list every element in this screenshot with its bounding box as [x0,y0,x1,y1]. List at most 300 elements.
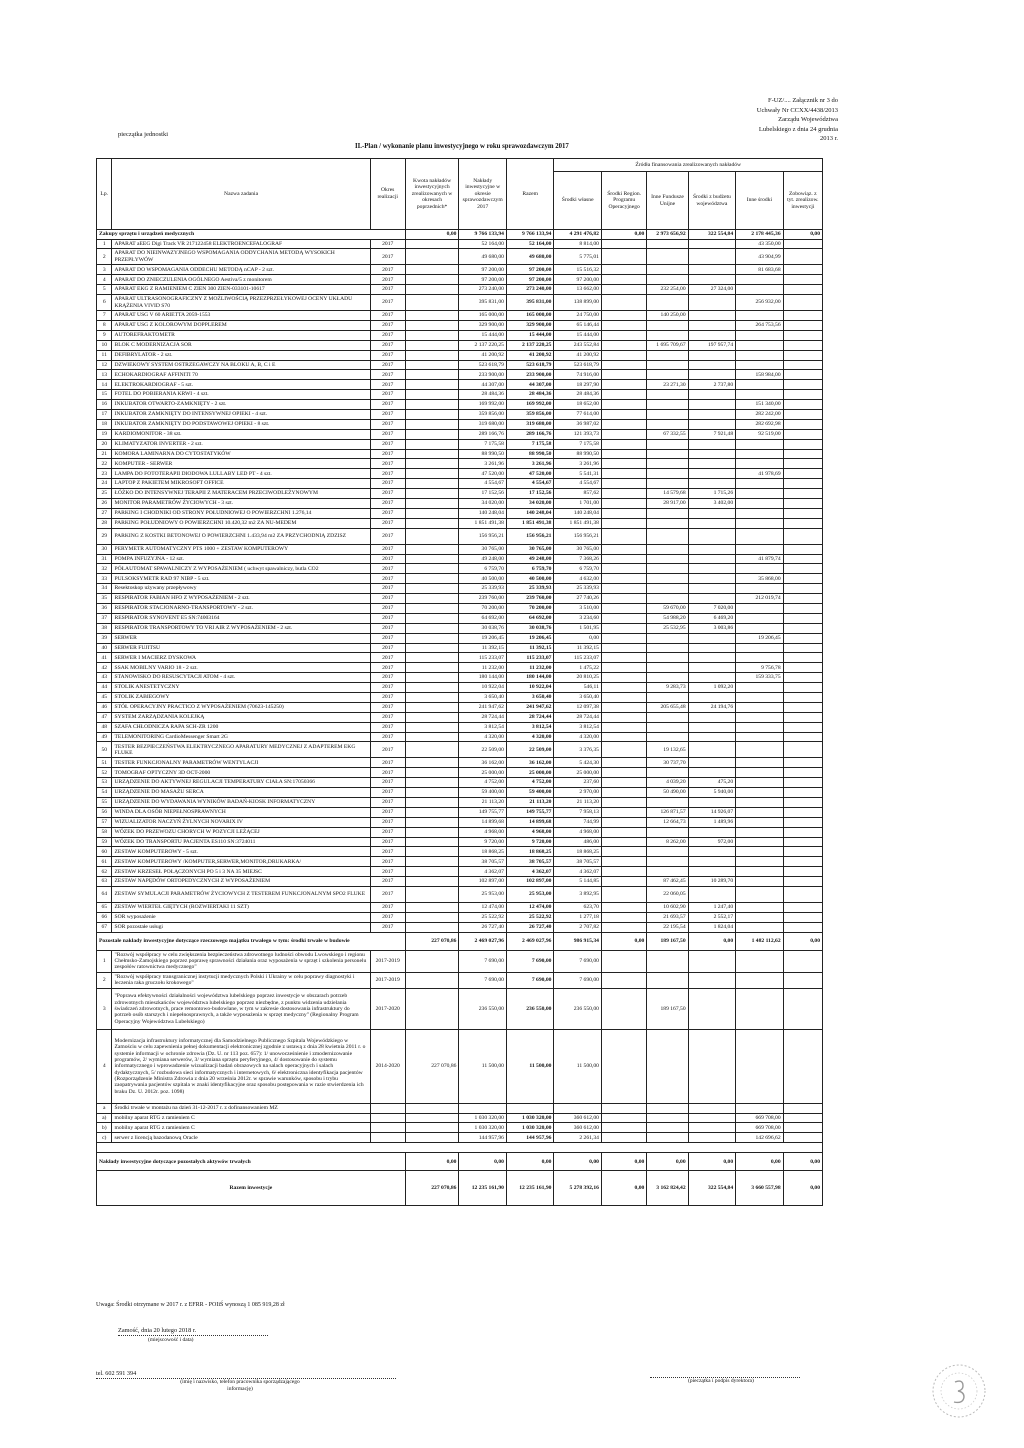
amount-cell: 744,99 [554,817,602,827]
task-name: mobilny aparat RTG z ramieniem C [112,1123,370,1133]
amount-cell [736,340,784,350]
amount-cell [647,643,688,653]
amount-cell [783,518,822,528]
amount-cell [405,498,459,508]
amount-cell [405,972,459,988]
amount-cell: 12 474,00 [459,903,507,913]
amount-cell [783,623,822,633]
amount-cell: 70 200,00 [459,604,507,614]
place-date-caption: (miejscowość i data) [148,1337,194,1343]
period-cell: 2014-2020 [370,1030,405,1103]
amount-cell: 523 618,79 [506,360,554,370]
amount-cell [783,285,822,295]
row-number: 46 [97,702,112,712]
amount-cell: 30 765,00 [459,544,507,554]
task-name: ZESTAW NAPĘDÓW ORTOPEDYCZNYCH Z WYPOSAŻENIEM [112,877,370,887]
amount-cell: 97 200,00 [554,275,602,285]
amount-cell: 1 030 320,00 [506,1123,554,1133]
amount-cell: 236 550,00 [506,988,554,1029]
amount-cell [601,239,646,249]
amount-cell [783,429,822,439]
amount-cell [736,653,784,663]
amount-cell: 20 810,25 [554,673,602,683]
amount-cell [601,950,646,972]
amount-cell [736,360,784,370]
amount-cell: 3 003,86 [688,623,736,633]
equipment-row [97,827,823,837]
amount-cell [688,295,736,311]
amount-cell [405,742,459,758]
amount-cell: 27 324,00 [688,285,736,295]
amount-cell: 49 248,00 [459,554,507,564]
amount-cell: 126 871,57 [647,807,688,817]
period-cell: 2017 [370,604,405,614]
amount-cell [647,950,688,972]
task-name: ZESTAW WIERTEŁ GIĘTYCH (ROZWIERTAKI 11 SZT) [112,903,370,913]
amount-cell: 159 333,75 [736,673,784,683]
row-number: 48 [97,722,112,732]
amount-cell: 38 705,57 [506,857,554,867]
task-name: DZWIEKOWY SYSTEM OSTRZEGAWCZY NA BLOKU A, B, C i E [112,360,370,370]
amount-cell: 11 392,15 [554,643,602,653]
amount-cell [405,673,459,683]
period-cell: 2017 [370,370,405,380]
equipment-row [97,798,823,808]
amount-cell: 17 152,56 [506,489,554,499]
amount-cell [736,459,784,469]
task-name: STÓŁ OPERACYJNY PRACTICO Z WYPOSAŻENIEM (70623-145250) [112,702,370,712]
amount-cell: 3 650,40 [554,693,602,703]
signature-caption: (pieczątka i podpis dyrektora) [688,1378,754,1384]
equipment-row [97,758,823,768]
task-name: MONITOR PARAMETRÓW ŻYCIOWYCH - 3 szt. [112,498,370,508]
equipment-row [97,584,823,594]
period-cell: 2017 [370,508,405,518]
row-number: 7 [97,311,112,321]
amount-cell: 233 900,00 [459,370,507,380]
amount-cell [405,295,459,311]
amount-cell [783,643,822,653]
amount-cell [405,817,459,827]
amount-cell: 25 339,93 [459,584,507,594]
amount-cell [688,360,736,370]
amount-cell [601,479,646,489]
amount-cell: 1 030 320,00 [459,1123,507,1133]
task-name: PARKING I CHODNIKI OD STRONY POŁUDNIOWEJ O POWIERZCHNI 1.276,14 [112,508,370,518]
amount-cell [405,950,459,972]
total-cell: 9 766 133,94 [459,230,507,240]
amount-cell: 10 922,04 [459,683,507,693]
amount-cell [601,837,646,847]
task-name: RESPIRATOR STACJONARNO-TRANSPORTOWY - 2 szt. [112,604,370,614]
amount-cell [647,469,688,479]
amount-cell: 2 707,82 [554,922,602,932]
amount-cell [688,653,736,663]
amount-cell [601,360,646,370]
amount-cell: 7 690,00 [506,972,554,988]
amount-cell: 486,00 [554,837,602,847]
row-number: 34 [97,584,112,594]
amount-cell: 165 000,00 [459,311,507,321]
total-cell: 2 178 445,36 [736,230,784,240]
amount-cell: 8 814,00 [554,239,602,249]
col-own-funds: Środki własne [554,172,602,230]
amount-cell [688,1113,736,1123]
amount-cell: 11 392,15 [506,643,554,653]
circular-stamp-icon [930,1362,988,1420]
total-cell: 0,00 [783,1153,822,1171]
amount-cell: 2 137 220,25 [506,340,554,350]
amount-cell: 22 509,00 [459,742,507,758]
amount-cell [405,732,459,742]
amount-cell: 87 462,45 [647,877,688,887]
row-number: 56 [97,807,112,817]
amount-cell [601,827,646,837]
amount-cell: 156 956,21 [459,528,507,544]
amount-cell [783,564,822,574]
other-investment-row [97,1103,823,1113]
reference-line: Zarządu Województwa [778,116,838,123]
task-name: "Rozwój współpracy w celu zwiększenia bezpieczeństwa zdrowotnego ludności obwodu Lwowskiego i regionu Chełmsko-Zamojskiego poprzez poprawę sprawności działania oraz wyposażenia w sprzęt i szkolenia personelu zespołów ratownictwa medycznego" [112,950,370,972]
col-total: Razem [506,159,554,230]
period-cell: 2017 [370,653,405,663]
period-cell: 2017 [370,360,405,370]
amount-cell [405,429,459,439]
task-name: WÓZEK DO TRANSPORTU PACJENTA ES110 SN:3724011 [112,837,370,847]
amount-cell: 319 680,00 [459,419,507,429]
amount-cell: 359 856,00 [506,409,554,419]
amount-cell: 1 851 491,38 [506,518,554,528]
amount-cell: 5 424,30 [554,758,602,768]
amount-cell [688,419,736,429]
amount-cell [688,508,736,518]
row-number: 14 [97,380,112,390]
total-cell: 227 070,86 [405,932,459,950]
amount-cell [601,249,646,265]
amount-cell [783,459,822,469]
amount-cell: 158 984,00 [736,370,784,380]
amount-cell [405,544,459,554]
period-cell: 2017 [370,673,405,683]
amount-cell: 11 392,15 [459,643,507,653]
amount-cell [647,239,688,249]
period-cell: 2017 [370,778,405,788]
amount-cell [459,1103,507,1113]
amount-cell: 4 554,67 [459,479,507,489]
amount-cell [783,732,822,742]
amount-cell: 523 618,79 [554,360,602,370]
amount-cell: 18 652,00 [554,400,602,410]
amount-cell: 59 400,00 [506,788,554,798]
amount-cell [601,564,646,574]
equipment-row [97,778,823,788]
row-number: 15 [97,390,112,400]
amount-cell: 329 900,00 [506,320,554,330]
equipment-row [97,653,823,663]
amount-cell [647,972,688,988]
other-investment-row [97,988,823,1029]
amount-cell [783,340,822,350]
equipment-row [97,479,823,489]
amount-cell [647,459,688,469]
amount-cell: 15 516,32 [554,265,602,275]
amount-cell: 15 444,00 [554,330,602,340]
amount-cell [736,489,784,499]
row-number: 16 [97,400,112,410]
amount-cell: 233 900,00 [506,370,554,380]
row-number: 2 [97,249,112,265]
row-number: 66 [97,912,112,922]
section-label: Nakłady inwestycyjne dotyczące pozostałych aktywów trwałych [97,1153,406,1171]
amount-cell [405,574,459,584]
amount-cell: 329 900,00 [459,320,507,330]
amount-cell [601,350,646,360]
document-title: II.-Plan / wykonanie planu inwestycyjnego w roku sprawozdawczym 2017 [355,143,569,150]
amount-cell: 241 947,62 [506,702,554,712]
amount-cell [688,390,736,400]
equipment-row [97,459,823,469]
amount-cell [601,623,646,633]
equipment-row [97,912,823,922]
amount-cell: 282 692,98 [736,419,784,429]
amount-cell: 4 362,07 [459,867,507,877]
amount-cell: 41 978,69 [736,469,784,479]
period-cell: 2017 [370,439,405,449]
task-name: URZĄDZENIE DO AKTYWNEJ REGULACJI TEMPERATURY CIAŁA SN:17050366 [112,778,370,788]
equipment-row [97,350,823,360]
other-investment-row [97,1113,823,1123]
amount-cell: 2 737,80 [688,380,736,390]
amount-cell: 18 868,25 [506,847,554,857]
amount-cell [601,498,646,508]
amount-cell [688,594,736,604]
amount-cell [783,239,822,249]
amount-cell [601,594,646,604]
grand-total-cell: 3 162 824,42 [647,1171,688,1206]
amount-cell: 236 550,00 [459,988,507,1029]
amount-cell [405,887,459,903]
task-name: AUTOREFRAKTOMETR [112,330,370,340]
stamp-label: pieczątka jednostki [118,131,168,138]
row-number: 43 [97,673,112,683]
amount-cell [688,798,736,808]
amount-cell [647,584,688,594]
amount-cell [688,768,736,778]
amount-cell: 151 340,00 [736,400,784,410]
row-number: 9 [97,330,112,340]
amount-cell [601,518,646,528]
period-cell: 2017 [370,742,405,758]
task-name: PERYMETR AUTOMATYCZNY PTS 1000 + ZESTAW KOMPUTEROWY [112,544,370,554]
amount-cell [783,380,822,390]
task-name: RESPIRATOR TRANSPORTOWY TO VRI AIR Z WYPOSAŻENIEM - 2 szt. [112,623,370,633]
amount-cell [405,702,459,712]
period-cell: 2017 [370,837,405,847]
equipment-row [97,489,823,499]
period-cell: 2017 [370,419,405,429]
amount-cell [647,554,688,564]
task-name: SSAK MOBILNY VARIO 18 - 2 szt. [112,663,370,673]
row-number: 12 [97,360,112,370]
amount-cell [783,673,822,683]
amount-cell [688,673,736,683]
amount-cell [405,623,459,633]
amount-cell [405,1123,459,1133]
amount-cell [601,663,646,673]
col-previous-costs: Kwota nakładów inwestycyjnych zrealizowanych w okresach poprzednich* [405,159,459,230]
equipment-row [97,390,823,400]
amount-cell [783,508,822,518]
amount-cell [647,673,688,683]
amount-cell: 5 775,01 [554,249,602,265]
amount-cell [601,788,646,798]
amount-cell [688,722,736,732]
amount-cell: 3 812,54 [459,722,507,732]
period-cell: 2017-2019 [370,972,405,988]
amount-cell [601,683,646,693]
task-name: BLOK C MODERNIZACJA SOR [112,340,370,350]
amount-cell: 49 680,00 [506,249,554,265]
period-cell: 2017 [370,722,405,732]
amount-cell [647,370,688,380]
amount-cell: 43 904,99 [736,249,784,265]
amount-cell [601,295,646,311]
amount-cell [783,528,822,544]
reference-line: 2013 r. [819,135,838,142]
amount-cell [783,439,822,449]
amount-cell [736,950,784,972]
task-name: SYSTEM ZARZĄDZANIA KOLEJKĄ [112,712,370,722]
row-number: 39 [97,633,112,643]
row-number: 27 [97,508,112,518]
row-number: 50 [97,742,112,758]
amount-cell: 1 475,22 [554,663,602,673]
col-eu-funds: Inne Fundusze Unijne [647,172,688,230]
amount-cell [783,912,822,922]
amount-cell [405,554,459,564]
amount-cell [736,380,784,390]
amount-cell [736,702,784,712]
equipment-row [97,643,823,653]
amount-cell [405,867,459,877]
place-date: Zamość, dnia 20 lutego 2018 r. [118,1327,197,1334]
amount-cell [736,1103,784,1113]
amount-cell [736,857,784,867]
row-number: 31 [97,554,112,564]
equipment-row [97,574,823,584]
amount-cell [405,1133,459,1143]
amount-cell: 1 092,20 [688,683,736,693]
amount-cell [405,594,459,604]
amount-cell [647,320,688,330]
amount-cell: 9 756,78 [736,663,784,673]
amount-cell [405,827,459,837]
equipment-row [97,400,823,410]
amount-cell [783,903,822,913]
amount-cell [736,604,784,614]
amount-cell [736,807,784,817]
amount-cell [783,663,822,673]
amount-cell [647,275,688,285]
amount-cell [783,489,822,499]
amount-cell: 4 752,00 [506,778,554,788]
resolution-reference [748,96,838,144]
amount-cell: 3 261,96 [506,459,554,469]
amount-cell: 857,62 [554,489,602,499]
period-cell: 2017 [370,498,405,508]
amount-cell [783,554,822,564]
amount-cell [405,564,459,574]
amount-cell [647,712,688,722]
row-number: 38 [97,623,112,633]
amount-cell [405,633,459,643]
amount-cell: 189 167,50 [647,988,688,1029]
amount-cell: 21 113,20 [554,798,602,808]
row-number: 33 [97,574,112,584]
amount-cell: 1 851 491,38 [554,518,602,528]
amount-cell [736,683,784,693]
row-number: 53 [97,778,112,788]
row-number: 61 [97,857,112,867]
amount-cell [736,732,784,742]
amount-cell [688,887,736,903]
total-cell: 986 915,34 [554,932,602,950]
row-number: 59 [97,837,112,847]
amount-cell [647,857,688,867]
task-name: PARKING POŁUDNIOWY O POWIERZCHNI 10.420,32 m2 ZA NU-MEDEM [112,518,370,528]
equipment-row [97,922,823,932]
task-name: SOR pozostałe usługi [112,922,370,932]
amount-cell: 3 376,35 [554,742,602,758]
amount-cell: 169 992,00 [506,400,554,410]
amount-cell [647,847,688,857]
grand-total-cell: 5 278 392,16 [554,1171,602,1206]
equipment-row [97,275,823,285]
equipment-row [97,887,823,903]
amount-cell [405,758,459,768]
amount-cell [601,469,646,479]
amount-cell [601,768,646,778]
amount-cell [647,768,688,778]
amount-cell: 4 554,67 [554,479,602,489]
period-cell: 2017 [370,683,405,693]
amount-cell [783,370,822,380]
task-name: INKUBATOR OTWARTO-ZAMKNIĘTY - 2 szt. [112,400,370,410]
amount-cell [688,712,736,722]
period-cell: 2017 [370,768,405,778]
section-label: Pozostałe nakłady inwestycyjne dotyczące rzeczowego majątku trwałego w tym: środki trwałe w budowie [97,932,406,950]
task-name: URZĄDZENIE DO WYDAWANIA WYNIKÓW BADAŃ-KIOSK INFORMATYCZNY [112,798,370,808]
row-number: 60 [97,847,112,857]
period-cell: 2017 [370,798,405,808]
amount-cell [647,360,688,370]
row-number: 11 [97,350,112,360]
amount-cell: 7 020,00 [688,604,736,614]
col-name: Nazwa zadania [112,159,370,230]
period-cell [370,1123,405,1133]
amount-cell [601,311,646,321]
amount-cell: 205 655,48 [647,702,688,712]
amount-cell: 4 968,00 [506,827,554,837]
period-cell [370,1103,405,1113]
amount-cell: 18 868,25 [459,847,507,857]
amount-cell [783,922,822,932]
task-name: APARAT ULTRASONOGRAFICZNY Z MOŻLIWOŚCIĄ PRZEZPRZEŁYKOWEJ OCENY UKŁADU KRĄŻENIA VIVID S70 [112,295,370,311]
equipment-row [97,508,823,518]
amount-cell [783,449,822,459]
task-name: DEFIBRYLATOR - 2 szt. [112,350,370,360]
amount-cell [405,604,459,614]
